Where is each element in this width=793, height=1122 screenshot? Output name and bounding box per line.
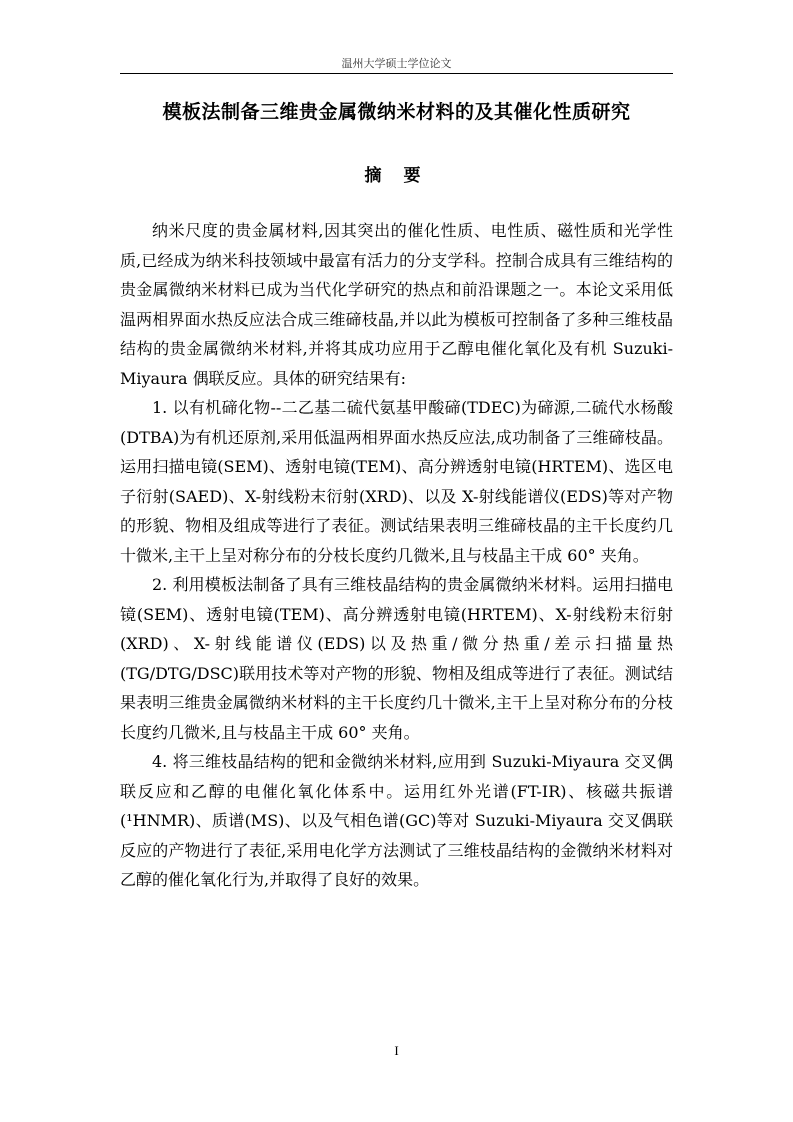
abstract-paragraph-2: 2. 利用模板法制备了具有三维枝晶结构的贵金属微纳米材料。运用扫描电镜(SEM)、透射电镜(TEM)、高分辨透射电镜(HRTEM)、X-射线粉末衍射(XRD)、X-射线能谱仪(EDS)以及热重/微分热重/差示扫描量热(TG/DTG/DSC)联用技术等对产物的形貌、物相及组成等进行了表征。测试结果表明三维贵金属微纳米材料的主干长度约几十微米,主干上呈对称分布的分枝长度约几微米,且与枝晶主干成 60° 夹角。 — [120, 575, 673, 742]
header-divider — [120, 73, 673, 74]
abstract-heading: 摘 要 — [364, 166, 429, 186]
abstract-paragraph-1: 1. 以有机碲化物--二乙基二硫代氨基甲酸碲(TDEC)为碲源,二硫代水杨酸(DTBA)为有机还原剂,采用低温两相界面水热反应法,成功制备了三维碲枝晶。运用扫描电镜(SEM)、透射电镜(TEM)、高分辨透射电镜(HRTEM)、选区电子衍射(SAED)、X-射线粉末衍射(XRD)、以及 X-射线能谱仪(EDS)等对产物的形貌、物相及组成等进行了表征。测试结果表明三维碲枝晶的主干长度约几十微米,主干上呈对称分布的分枝长度约几微米,且与枝晶主干成 60° 夹角。 — [120, 398, 673, 565]
paper-title: 模板法制备三维贵金属微纳米材料的及其催化性质研究 — [162, 101, 631, 123]
page-number: I — [394, 1043, 399, 1058]
abstract-paragraph-4: 4. 将三维枝晶结构的钯和金微纳米材料,应用到 Suzuki-Miyaura 交叉偶联反应和乙醇的电催化氧化体系中。运用红外光谱(FT-IR)、核磁共振谱(¹HNMR)、质谱(MS)、以及气相色谱(GC)等对 Suzuki-Miyaura 交叉偶联反应的产物进行了表征,采用电化学方法测试了三维枝晶结构的金微纳米材料对乙醇的催化氧化行为,并取得了良好的效果。 — [120, 752, 673, 889]
abstract-paragraph-intro: 纳米尺度的贵金属材料,因其突出的催化性质、电性质、磁性质和光学性质,已经成为纳米科技领域中最富有活力的分支学科。控制合成具有三维结构的贵金属微纳米材料已成为当代化学研究的热点和前沿课题之一。本论文采用低温两相界面水热反应法合成三维碲枝晶,并以此为模板可控制备了多种三维枝晶结构的贵金属微纳米材料,并将其成功应用于乙醇电催化氧化及有机 Suzuki-Miyaura 偶联反应。具体的研究结果有: — [120, 221, 673, 388]
abstract-body — [120, 216, 673, 895]
running-header: 温州大学硕士学位论文 — [341, 57, 452, 70]
